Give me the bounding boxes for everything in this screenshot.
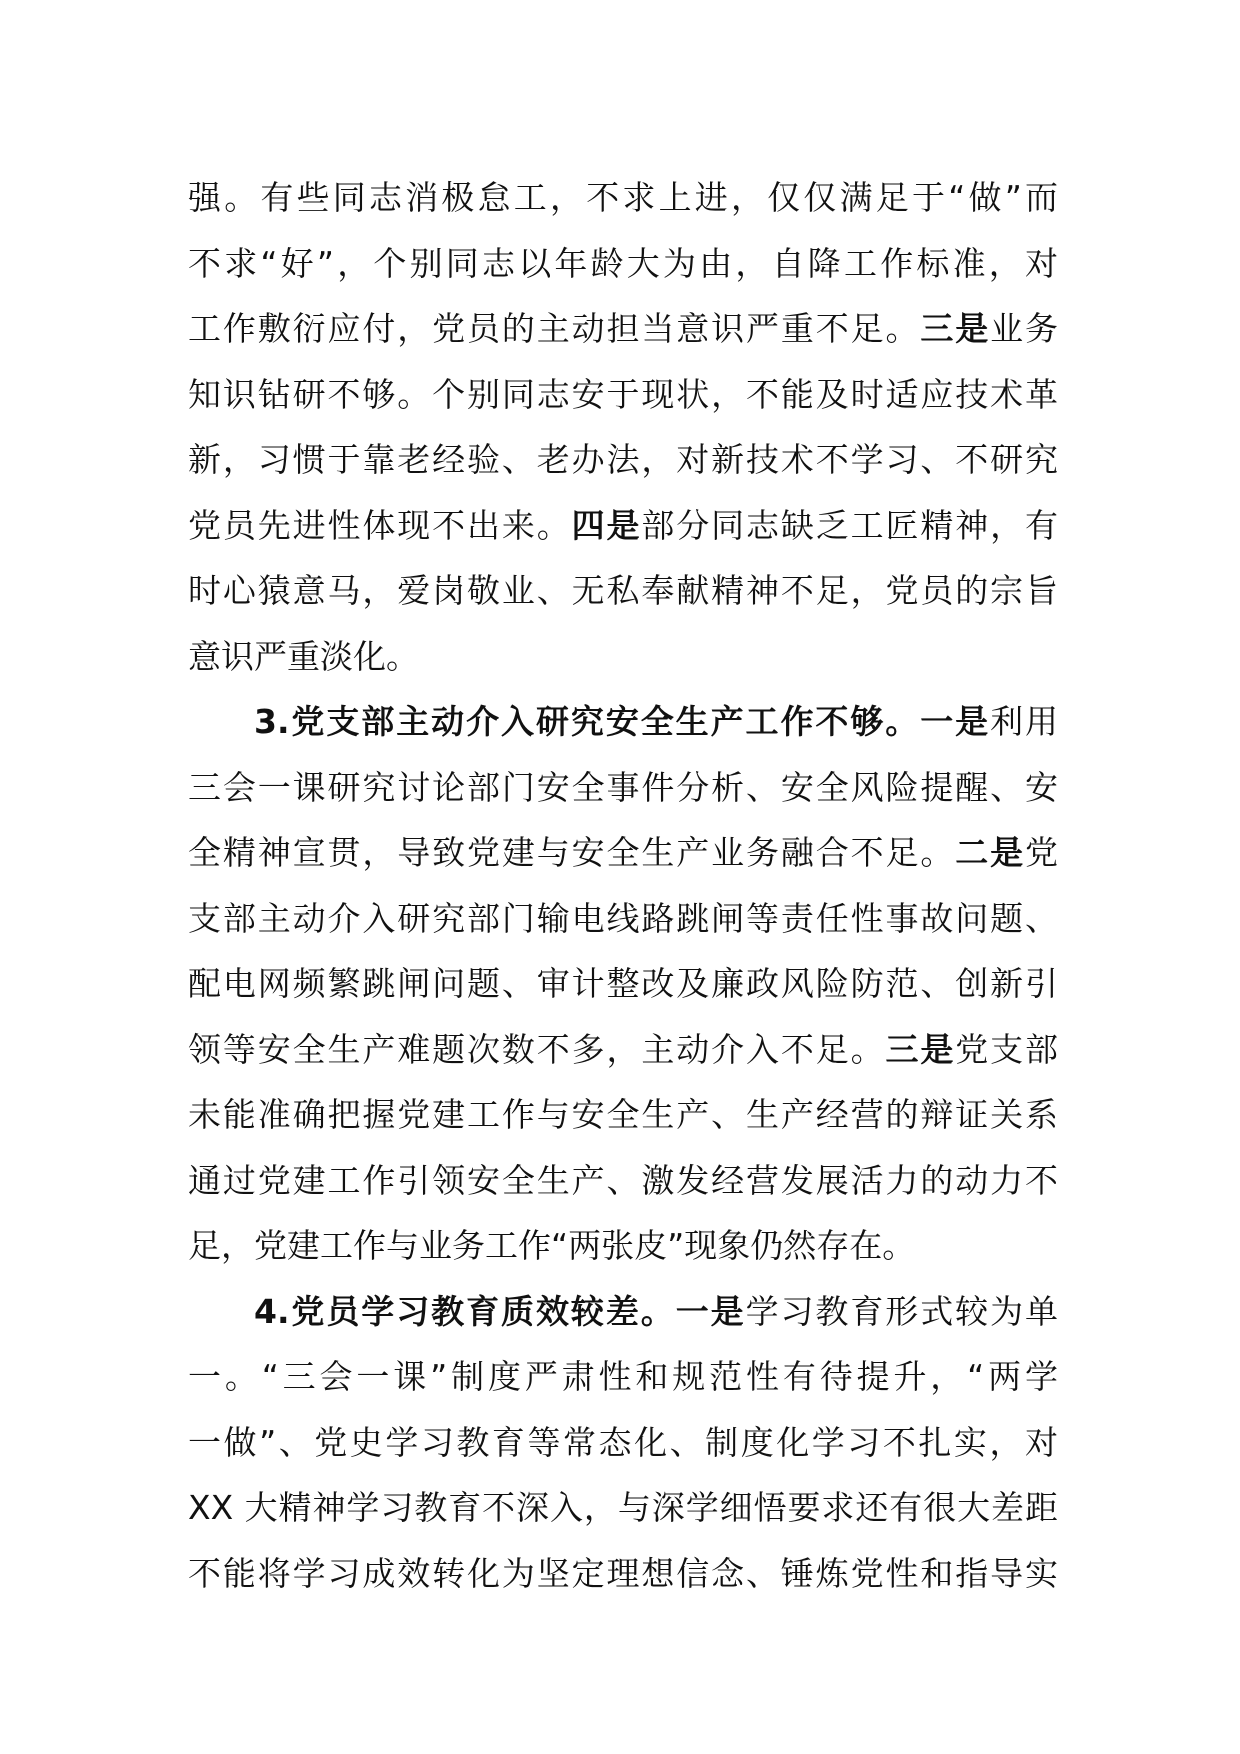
text-line: 配电网频繁跳闸问题、审计整改及廉政风险防范、创新引: [188, 964, 1058, 1003]
text-line: 未能准确把握党建工作与安全生产、生产经营的辩证关系: [188, 1095, 1058, 1134]
text-line: [188, 820, 1058, 886]
bold-marker: 四是: [571, 505, 642, 545]
bold-marker: 一是: [675, 1291, 746, 1331]
text-run: 党员先进性体现不出来。: [188, 505, 572, 545]
document-body: [188, 165, 1058, 1606]
text-line: 一。“三会一课”制度严肃性和规范性有待提升，“两学: [188, 1357, 1058, 1396]
text-line: [188, 1017, 1058, 1083]
text-run: 全精神宣贯，导致党建与安全生产业务融合不足。: [188, 833, 956, 872]
text-line: 不能将学习成效转化为坚定理想信念、锤炼党性和指导实: [188, 1553, 1058, 1593]
bold-marker: 二是: [955, 833, 1025, 872]
text-run: 利用: [990, 702, 1059, 741]
text-line: 意识严重淡化。: [188, 636, 419, 676]
text-line: 一做”、党史学习教育等常态化、制度化学习不扎实，对: [188, 1422, 1058, 1462]
text-run: 党支部: [955, 1029, 1058, 1069]
text-line: 新，习惯于靠老经验、老办法，对新技术不学习、不研究: [188, 440, 1058, 479]
text-run: 业务: [990, 309, 1058, 348]
bold-marker: 三是: [885, 1029, 956, 1069]
text-run: 领等安全生产难题次数不多，主动介入不足。: [188, 1029, 886, 1069]
section-heading: 4.党员学习教育质效较差。: [254, 1291, 676, 1331]
text-line: 知识钻研不够。个别同志安于现状，不能及时适应技术革: [188, 374, 1058, 414]
bold-marker: 一是: [920, 702, 991, 741]
paragraph-3: [188, 1279, 1058, 1607]
text-line: XX 大精神学习教育不深入，与深学细悟要求还有很大差距: [188, 1488, 1058, 1527]
text-line: [188, 296, 1058, 362]
bold-marker: 三是: [920, 309, 991, 348]
text-run: 学习教育形式较为单: [745, 1291, 1059, 1331]
text-line: [188, 1279, 1058, 1345]
text-run: 党: [1025, 833, 1058, 872]
paragraph-2: [188, 689, 1058, 1279]
text-line: 强。有些同志消极怠工，不求上进，仅仅满足于“做”而: [188, 178, 1058, 217]
text-line: 通过党建工作引领安全生产、激发经营发展活力的动力不: [188, 1160, 1058, 1200]
text-line: 三会一课研究讨论部门安全事件分析、安全风险提醒、安: [188, 767, 1058, 807]
paragraph-1: [188, 165, 1058, 689]
text-line: 支部主动介入研究部门输电线路跳闸等责任性事故问题、: [188, 898, 1058, 938]
text-run: 部分同志缺乏工匠精神，有: [641, 505, 1058, 545]
text-line: [188, 493, 1058, 559]
text-line: 时心猿意马，爱岗敬业、无私奉献精神不足，党员的宗旨: [188, 571, 1058, 610]
text-line: 不求“好”，个别同志以年龄大为由，自降工作标准，对: [188, 243, 1058, 283]
text-run: 工作敷衍应付，党员的主动担当意识严重不足。: [188, 309, 921, 348]
text-line: [188, 689, 1058, 755]
text-line: 足，党建工作与业务工作“两张皮”现象仍然存在。: [188, 1226, 916, 1265]
section-heading: 3.党支部主动介入研究安全生产工作不够。: [254, 702, 921, 741]
